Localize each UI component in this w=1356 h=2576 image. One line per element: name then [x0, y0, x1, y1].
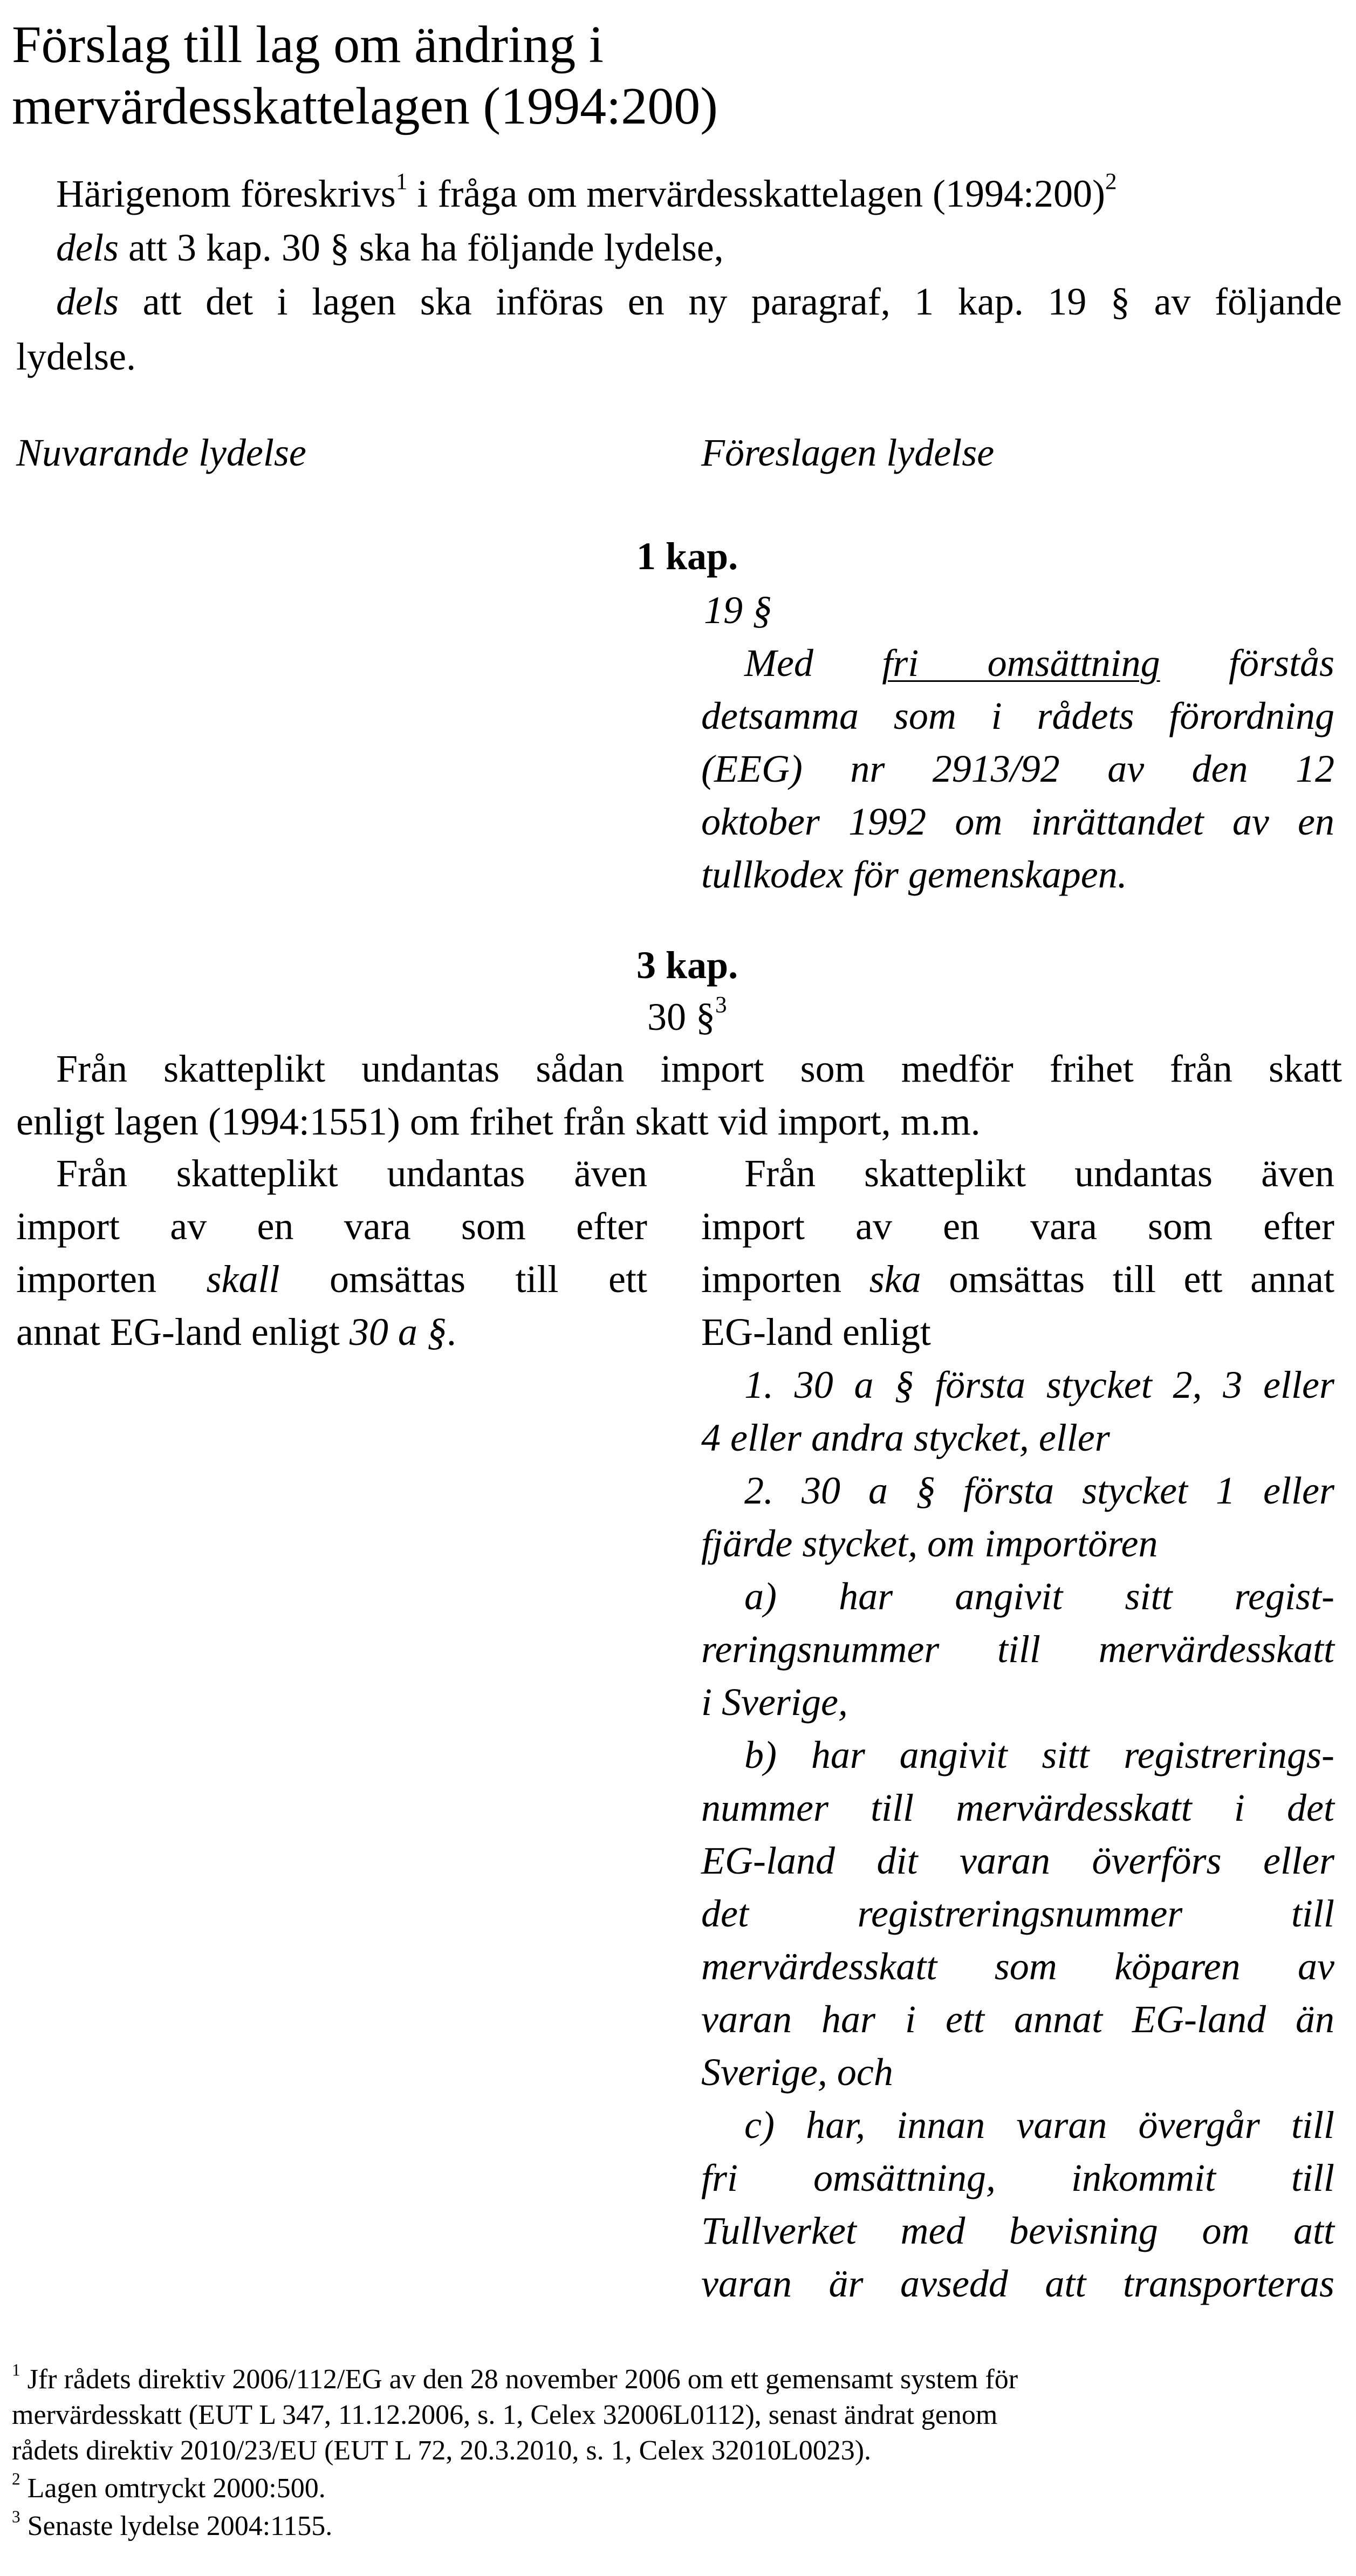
right-line-19: c) har, innan varan övergår till: [744, 2103, 1334, 2147]
heading-current: Nuvarande lydelse: [16, 431, 306, 474]
right-line-14: EG-land dit varan överförs eller: [701, 1839, 1334, 1882]
right-line-11: i Sverige,: [701, 1680, 848, 1724]
left-emphasis: 30 a §: [349, 1310, 447, 1354]
dels-label: dels: [56, 226, 119, 269]
intro-text: att det i lagen ska införas en ny paragraf, 1 kap. 19 § av följande: [118, 280, 1342, 323]
right-line-20: fri omsättning, inkommit till: [701, 2156, 1334, 2199]
kap1-line-5: tullkodex för gemenskapen.: [701, 853, 1127, 896]
right-line-22: varan är avsedd att transporteras: [701, 2262, 1334, 2305]
footnote-ref-1: 1: [395, 169, 408, 195]
footnote-text: Jfr rådets direktiv 2006/112/EG av den 28 november 2006 om ett gemensamt system för: [20, 2364, 1018, 2395]
left-text: omsättas till ett: [279, 1258, 647, 1301]
left-emphasis: skall: [206, 1258, 280, 1301]
footnote-text: Senaste lydelse 2004:1155.: [20, 2511, 333, 2541]
footnote-text: Lagen omtryckt 2000:500.: [20, 2473, 326, 2504]
left-line-4: [16, 1306, 456, 1358]
right-text: importen: [701, 1258, 869, 1301]
footnote-1-line-2: mervärdesskatt (EUT L 347, 11.12.2006, s. 1, Celex 32006L0112), senast ändrat genom: [12, 2400, 998, 2430]
footnote-ref-2: 2: [1105, 169, 1117, 195]
footnote-number: 2: [12, 2469, 20, 2489]
title-line-1: Förslag till lag om ändring i: [12, 16, 604, 74]
footnote-number: 3: [12, 2507, 20, 2526]
right-line-5: 1. 30 a § första stycket 2, 3 eller: [744, 1363, 1334, 1406]
footnote-ref-3: 3: [715, 992, 727, 1018]
left-text: .: [446, 1310, 456, 1354]
left-line-1: Från skatteplikt undantas även: [56, 1152, 647, 1195]
right-line-9: a) har angivit sitt regist-: [744, 1575, 1334, 1618]
dels-label: dels: [56, 280, 119, 323]
footnote-1-line-3: rådets direktiv 2010/23/EU (EUT L 72, 20.3.2010, s. 1, Celex 32010L0023).: [12, 2435, 872, 2466]
intro-text: att 3 kap. 30 § ska ha följande lydelse,: [118, 226, 724, 269]
right-line-6: 4 eller andra stycket, eller: [701, 1416, 1110, 1459]
kap1-paragraph: 19 §: [704, 589, 772, 632]
right-line-15: det registreringsnummer till: [701, 1892, 1334, 1935]
right-line-7: 2. 30 a § första stycket 1 eller: [744, 1469, 1334, 1512]
left-text: importen: [16, 1258, 207, 1301]
kap3-common-line-2: enligt lagen (1994:1551) om frihet från skatt vid import, m.m.: [16, 1100, 981, 1143]
footnote-3: [12, 2509, 332, 2544]
intro-line-3: [56, 275, 1342, 328]
kap3-paragraph-text: 30 §: [647, 995, 715, 1038]
intro-line-2: [56, 221, 724, 274]
heading-proposed: Föreslagen lydelse: [701, 431, 995, 474]
kap1-defined-term: fri omsättning: [882, 641, 1160, 685]
intro-text: i fråga om mervärdesskattelagen (1994:200): [407, 172, 1105, 215]
kap1-text: Med: [744, 641, 813, 685]
kap1-line-3: (EEG) nr 2913/92 av den 12: [701, 747, 1334, 790]
intro-line-1: [56, 167, 1117, 220]
right-line-10: reringsnummer till mervärdesskatt: [701, 1628, 1334, 1671]
kap3-paragraph: [647, 990, 727, 1043]
right-line-2: import av en vara som efter: [701, 1205, 1334, 1248]
right-line-8: fjärde stycket, om importören: [701, 1522, 1158, 1565]
right-line-16: mervärdesskatt som köparen av: [701, 1945, 1334, 1988]
right-line-1: Från skatteplikt undantas även: [744, 1152, 1334, 1195]
kap3-heading: 3 kap.: [636, 944, 738, 987]
kap3-common-line-1: Från skatteplikt undantas sådan import som medför frihet från skatt: [56, 1047, 1342, 1090]
footnote-2: [12, 2471, 326, 2506]
right-line-4: EG-land enligt: [701, 1310, 931, 1354]
right-line-17: varan har i ett annat EG-land än: [701, 1998, 1334, 2041]
title-line-2: mervärdesskattelagen (1994:200): [12, 77, 718, 135]
left-text: annat EG-land enligt: [16, 1310, 350, 1354]
right-line-12: b) har angivit sitt registrerings-: [744, 1733, 1334, 1776]
kap1-text: förstås: [1228, 641, 1335, 685]
footnote-number: 1: [12, 2360, 20, 2380]
right-line-18: Sverige, och: [701, 2051, 893, 2094]
kap1-line-4: oktober 1992 om inrättandet av en: [701, 800, 1334, 843]
right-line-13: nummer till mervärdesskatt i det: [701, 1786, 1334, 1829]
kap1-heading: 1 kap.: [636, 535, 738, 578]
right-line-21: Tullverket med bevisning om att: [701, 2209, 1334, 2252]
kap1-line-2: detsamma som i rådets förordning: [701, 694, 1334, 737]
intro-text: Härigenom föreskrivs: [56, 172, 396, 215]
right-text: omsättas till ett annat: [921, 1258, 1334, 1301]
left-line-2: import av en vara som efter: [16, 1205, 647, 1248]
footnote-1-line-1: [12, 2362, 1018, 2397]
kap1-line-1: [744, 637, 1334, 689]
right-emphasis: ska: [869, 1258, 921, 1301]
left-line-3: [16, 1253, 647, 1306]
right-line-3: [701, 1253, 1334, 1306]
intro-line-4: lydelse.: [16, 335, 136, 378]
